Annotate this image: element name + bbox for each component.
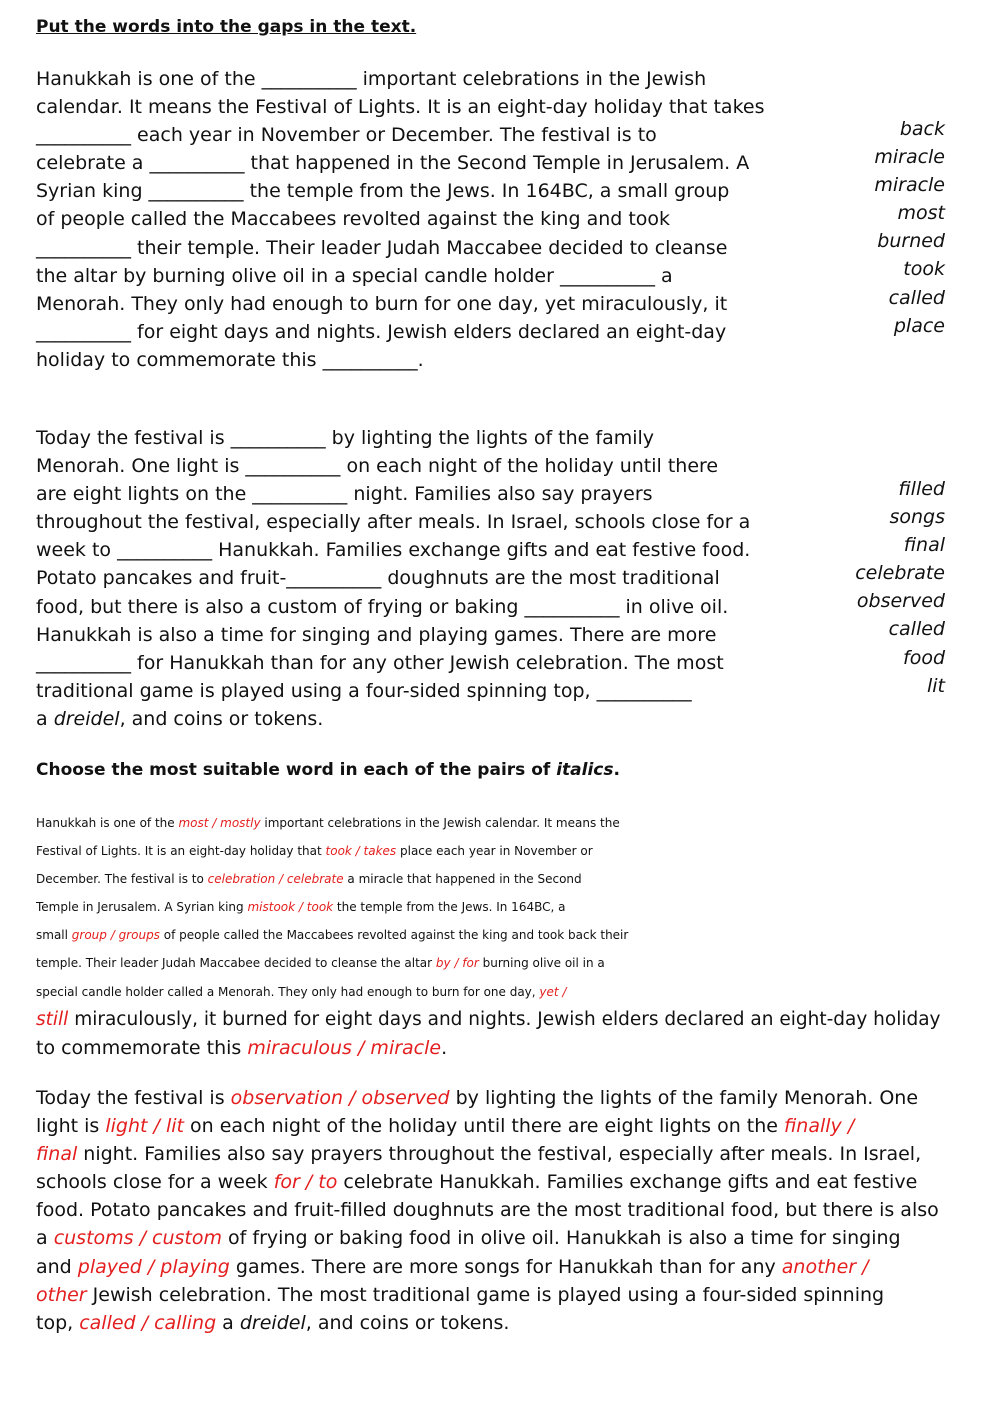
instruction-heading-2	[36, 760, 620, 780]
choice-text-1	[36, 809, 941, 1062]
text-segment: special candle holder called a Menorah. They only had enough to burn for one day,	[36, 984, 540, 999]
text-line	[36, 1006, 941, 1034]
text-line	[36, 949, 941, 977]
text-line	[36, 1196, 939, 1224]
text-segment: , and coins or tokens.	[119, 707, 324, 730]
text-line	[36, 1084, 939, 1112]
word-choice: took / takes	[325, 844, 397, 859]
text-segment: a	[216, 1311, 240, 1334]
word-choice: miraculous / miracle	[247, 1036, 442, 1059]
word-choice: mistook / took	[247, 900, 334, 915]
text-segment: a miracle that happened in the Second	[343, 872, 582, 887]
text-line	[36, 1140, 939, 1168]
text-segment: of frying or baking food in olive oil. Hanukkah is also a time for singing	[222, 1227, 901, 1250]
word-choice: by / for	[435, 956, 479, 971]
dreidel-word: dreidel	[53, 707, 120, 730]
word-choice: yet /	[539, 984, 567, 999]
text-segment: the temple from the Jews. In 164BC, a	[333, 900, 566, 915]
text-line: Hanukkah is one of the __________ important celebrations in the Jewish	[36, 68, 707, 90]
text-line	[36, 893, 941, 921]
text-line	[36, 1112, 939, 1140]
text-line: calendar. It means the Festival of Lights. It is an eight-day holiday that takes	[36, 96, 765, 119]
text-segment: games. There are more songs for Hanukkah than for any	[229, 1255, 782, 1278]
text-segment: Festival of Lights. It is an eight-day holiday that	[36, 844, 326, 859]
text-segment: Jewish celebration. The most traditional game is played using a four-sided spinning	[86, 1283, 885, 1306]
text-line: traditional game is played using a four-sided spinning top, __________	[36, 679, 692, 702]
text-line	[36, 1224, 939, 1252]
text-segment: a	[36, 1227, 54, 1250]
heading-italics: italics	[556, 760, 614, 780]
dreidel-word: dreidel	[239, 1311, 306, 1334]
text-line	[36, 1281, 939, 1309]
text-line: Menorah. They only had enough to burn for one day, yet miraculously, it	[36, 292, 728, 315]
text-line: Today the festival is __________ by lighting the lights of the family	[36, 427, 655, 449]
word-bank-item: observed	[856, 590, 945, 613]
gap-fill-text-1	[36, 65, 765, 374]
word-bank-2	[765, 475, 945, 700]
word-bank-item: place	[893, 314, 945, 337]
text-segment: schools close for a week	[36, 1171, 274, 1194]
text-line: throughout the festival, especially after meals. In Israel, schools close for a	[36, 511, 751, 534]
word-choice: finally /	[784, 1115, 855, 1138]
text-line: food, but there is also a custom of frying or baking __________ in olive oil.	[36, 595, 729, 618]
word-bank-item: miracle	[874, 146, 945, 169]
text-segment: miraculously, it burned for eight days and nights. Jewish elders declared an eight-day holiday	[68, 1008, 941, 1030]
text-line: the altar by burning olive oil in a special candle holder __________ a	[36, 264, 673, 287]
text-segment: light is	[36, 1115, 106, 1138]
word-bank-item: back	[899, 118, 945, 140]
text-line	[36, 865, 941, 893]
word-choice: played / playing	[77, 1255, 230, 1278]
text-line: are eight lights on the __________ night. Families also say prayers	[36, 483, 653, 506]
text-line	[36, 809, 941, 837]
text-segment: Today the festival is	[36, 1087, 231, 1109]
text-line: holiday to commemorate this __________.	[36, 348, 424, 371]
word-choice: final	[36, 1143, 78, 1166]
word-choice: group / groups	[71, 928, 160, 943]
word-bank-1	[765, 115, 945, 340]
word-bank-item: filled	[898, 478, 945, 500]
word-bank-item: final	[903, 534, 945, 557]
text-segment: top,	[36, 1311, 80, 1334]
heading-text: Choose the most suitable word in each of the pairs of	[36, 760, 557, 780]
word-choice: celebration / celebrate	[207, 872, 344, 887]
text-segment: of people called the Maccabees revolted against the king and took back their	[159, 928, 629, 943]
text-line	[36, 921, 941, 949]
word-bank-item: took	[903, 258, 945, 281]
text-line: __________ for eight days and nights. Jewish elders declared an eight-day	[36, 320, 727, 343]
text-segment: Temple in Jerusalem. A Syrian king	[36, 900, 248, 915]
text-segment: place each year in November or	[396, 844, 593, 859]
text-line: week to __________ Hanukkah. Families exchange gifts and eat festive food.	[36, 539, 751, 562]
text-line: Syrian king __________ the temple from the Jews. In 164BC, a small group	[36, 180, 730, 203]
word-choice: other	[36, 1283, 87, 1306]
text-line	[36, 1168, 939, 1196]
text-segment: burning olive oil in a	[478, 956, 605, 971]
word-bank-item: most	[897, 202, 945, 225]
text-line: __________ each year in November or December. The festival is to	[36, 124, 657, 147]
text-segment: to commemorate this	[36, 1036, 248, 1059]
word-choice: another /	[781, 1255, 869, 1278]
word-bank-item: songs	[889, 506, 945, 529]
text-line: celebrate a __________ that happened in the Second Temple in Jerusalem. A	[36, 152, 750, 175]
word-choice: still	[36, 1008, 69, 1030]
text-segment: on each night of the holiday until there are eight lights on the	[183, 1115, 785, 1138]
text-segment: December. The festival is to	[36, 872, 208, 887]
word-choice: customs / custom	[53, 1227, 223, 1250]
text-line: Hanukkah is also a time for singing and playing games. There are more	[36, 623, 717, 646]
word-choice: most / mostly	[178, 816, 261, 830]
text-line: Menorah. One light is __________ on each night of the holiday until there	[36, 455, 719, 478]
text-line	[36, 1034, 941, 1062]
word-choice: light / lit	[105, 1115, 184, 1138]
text-segment: , and coins or tokens.	[305, 1311, 510, 1334]
word-choice: observation / observed	[230, 1087, 450, 1109]
word-choice: for / to	[273, 1171, 338, 1194]
text-segment: by lighting the lights of the family Menorah. One	[449, 1087, 919, 1109]
choice-text-2	[36, 1084, 939, 1337]
heading-text: .	[613, 760, 620, 780]
text-line	[36, 1309, 939, 1337]
text-line	[36, 837, 941, 865]
text-segment: night. Families also say prayers throughout the festival, especially after meals. In Israel,	[77, 1143, 922, 1166]
text-segment: Hanukkah is one of the	[36, 816, 179, 830]
word-bank-item: called	[888, 286, 945, 309]
word-bank-item: called	[888, 618, 945, 641]
text-line	[36, 978, 941, 1006]
text-segment: a	[36, 707, 54, 730]
word-bank-item: lit	[926, 674, 945, 697]
word-bank-item: miracle	[874, 174, 945, 197]
text-line: Potato pancakes and fruit-__________ doughnuts are the most traditional	[36, 567, 720, 590]
text-line	[36, 1253, 939, 1281]
text-segment: important celebrations in the Jewish calendar. It means the	[260, 816, 620, 830]
text-segment: celebrate Hanukkah. Families exchange gifts and eat festive	[337, 1171, 918, 1194]
word-bank-item: burned	[877, 230, 945, 253]
word-choice: called / calling	[79, 1311, 217, 1334]
text-segment: and	[36, 1255, 78, 1278]
text-segment: food. Potato pancakes and fruit-filled doughnuts are the most traditional food, but there is also	[36, 1199, 939, 1222]
word-bank-item: food	[903, 646, 945, 669]
text-line: __________ their temple. Their leader Judah Maccabee decided to cleanse	[36, 236, 728, 259]
text-segment: small	[36, 928, 72, 943]
text-segment: .	[441, 1036, 448, 1059]
gap-fill-text-2	[36, 424, 750, 733]
text-line: __________ for Hanukkah than for any other Jewish celebration. The most	[36, 651, 724, 674]
instruction-heading-1: Put the words into the gaps in the text.	[36, 17, 417, 37]
text-line: of people called the Maccabees revolted against the king and took	[36, 208, 671, 231]
text-line	[36, 705, 750, 733]
text-segment: temple. Their leader Judah Maccabee decided to cleanse the altar	[36, 956, 436, 971]
word-bank-item: celebrate	[855, 562, 945, 585]
